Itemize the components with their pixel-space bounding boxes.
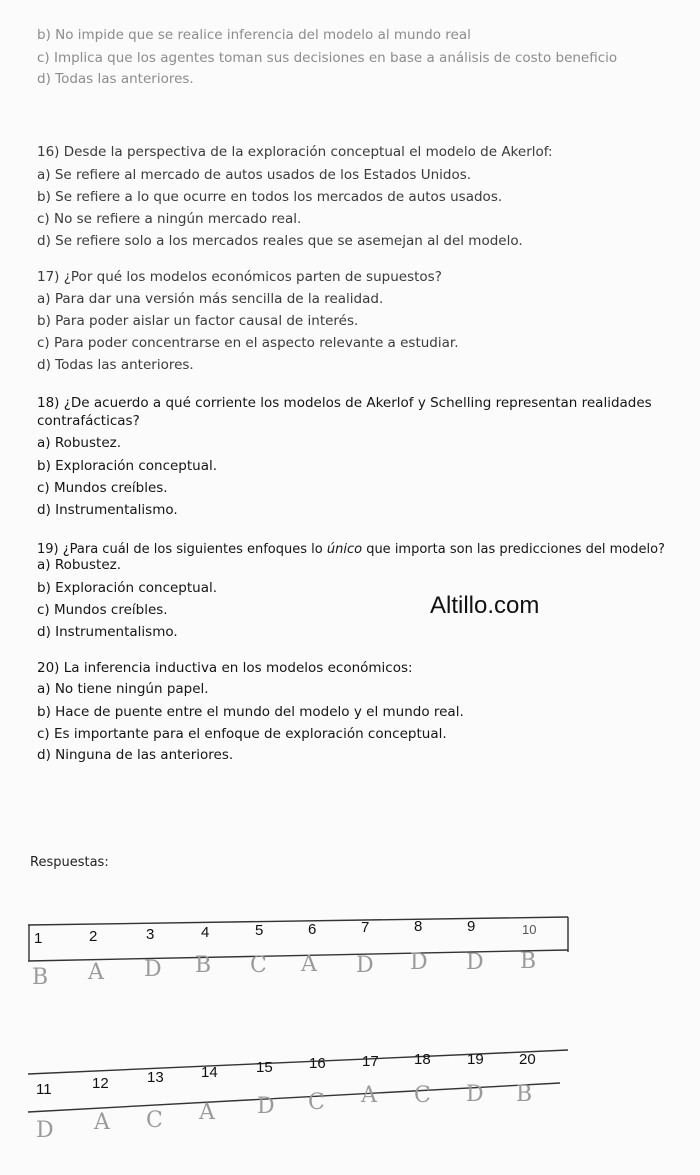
- respuestas-label: Respuestas:: [30, 855, 109, 870]
- option-20c: c) Es importante para el enfoque de exploración conceptual.: [37, 726, 447, 742]
- option-16a: a) Se refiere al mercado de autos usados de los Estados Unidos.: [37, 167, 472, 183]
- question-17: 17) ¿Por qué los modelos económicos parten de supuestos?: [37, 269, 442, 285]
- handwritten-answer: B: [195, 953, 212, 978]
- handwritten-answer: D: [466, 950, 484, 975]
- table-number: 4: [201, 924, 210, 941]
- option-17a: a) Para dar una versión más sencilla de la realidad.: [37, 291, 384, 307]
- table-number: 11: [36, 1081, 52, 1098]
- table-number: 18: [414, 1051, 431, 1068]
- option-18a: a) Robustez.: [37, 435, 121, 451]
- handwritten-answer: A: [88, 960, 104, 985]
- handwritten-answer: D: [410, 950, 428, 975]
- option-19d: d) Instrumentalismo.: [37, 624, 178, 640]
- option-15b: b) No impide que se realice inferencia del modelo al mundo real: [37, 27, 471, 43]
- table-number: 6: [308, 921, 317, 938]
- table-number: 15: [256, 1059, 273, 1076]
- option-16b: b) Se refiere a lo que ocurre en todos los mercados de autos usados.: [37, 189, 503, 205]
- table-number: 14: [201, 1064, 218, 1081]
- option-20b: b) Hace de puente entre el mundo del modelo y el mundo real.: [37, 704, 464, 720]
- table-number: 13: [147, 1069, 164, 1086]
- option-19a: a) Robustez.: [37, 557, 121, 573]
- option-17b: b) Para poder aislar un factor causal de interés.: [37, 313, 359, 329]
- handwritten-answer: B: [516, 1082, 533, 1107]
- question-19: 19) ¿Para cuál de los siguientes enfoques lo único que importa son las predicciones del modelo?: [37, 542, 665, 557]
- table-number: 10: [522, 922, 537, 937]
- option-17c: c) Para poder concentrarse en el aspecto relevante a estudiar.: [37, 335, 459, 351]
- handwritten-answer: A: [361, 1083, 377, 1108]
- handwritten-answer: C: [308, 1090, 325, 1115]
- handwritten-answer: D: [144, 957, 162, 982]
- table-number: 19: [467, 1051, 484, 1068]
- table-number: 20: [519, 1051, 536, 1068]
- watermark: Altillo.com: [430, 592, 540, 619]
- question-16: 16) Desde la perspectiva de la exploración conceptual el modelo de Akerlof:: [37, 144, 553, 160]
- option-20a: a) No tiene ningún papel.: [37, 681, 209, 697]
- option-18c: c) Mundos creíbles.: [37, 480, 168, 496]
- table-number: 16: [309, 1055, 326, 1072]
- handwritten-answer: A: [199, 1100, 215, 1125]
- table-number: 1: [34, 930, 43, 947]
- option-19c: c) Mundos creíbles.: [37, 602, 168, 618]
- handwritten-answer: C: [250, 953, 267, 978]
- option-19b: b) Exploración conceptual.: [37, 580, 218, 596]
- handwritten-answer: B: [32, 965, 49, 990]
- table-number: 8: [414, 918, 423, 935]
- option-16d: d) Se refiere solo a los mercados reales que se asemejan al del modelo.: [37, 233, 523, 249]
- question-18: 18) ¿De acuerdo a qué corriente los modelos de Akerlof y Schelling representan realidades: [37, 395, 652, 411]
- handwritten-answer: C: [414, 1083, 431, 1108]
- table-number: 17: [362, 1053, 379, 1070]
- option-17d: d) Todas las anteriores.: [37, 357, 194, 373]
- handwritten-answer: D: [356, 953, 374, 978]
- question-18-cont: contrafácticas?: [37, 413, 140, 429]
- option-16c: c) No se refiere a ningún mercado real.: [37, 211, 302, 227]
- table-number: 12: [92, 1075, 109, 1092]
- option-15d: d) Todas las anteriores.: [37, 71, 194, 87]
- option-15c: c) Implica que los agentes toman sus decisiones en base a análisis de costo beneficio: [37, 50, 618, 66]
- table-number: 7: [361, 919, 370, 936]
- question-20: 20) La inferencia inductiva en los modelos económicos:: [37, 660, 413, 676]
- handwritten-answer: D: [36, 1118, 54, 1143]
- table-number: 3: [146, 926, 155, 943]
- option-18b: b) Exploración conceptual.: [37, 458, 218, 474]
- handwritten-answer: D: [466, 1082, 484, 1107]
- option-18d: d) Instrumentalismo.: [37, 502, 178, 518]
- handwritten-answer: C: [146, 1108, 163, 1133]
- table-number: 2: [89, 928, 98, 945]
- option-20d: d) Ninguna de las anteriores.: [37, 747, 234, 763]
- handwritten-answer: D: [257, 1094, 275, 1119]
- handwritten-answer: B: [520, 949, 537, 974]
- handwritten-answer: A: [301, 952, 317, 977]
- table-number: 9: [467, 918, 476, 935]
- table-number: 5: [255, 922, 264, 939]
- handwritten-answer: A: [94, 1110, 110, 1135]
